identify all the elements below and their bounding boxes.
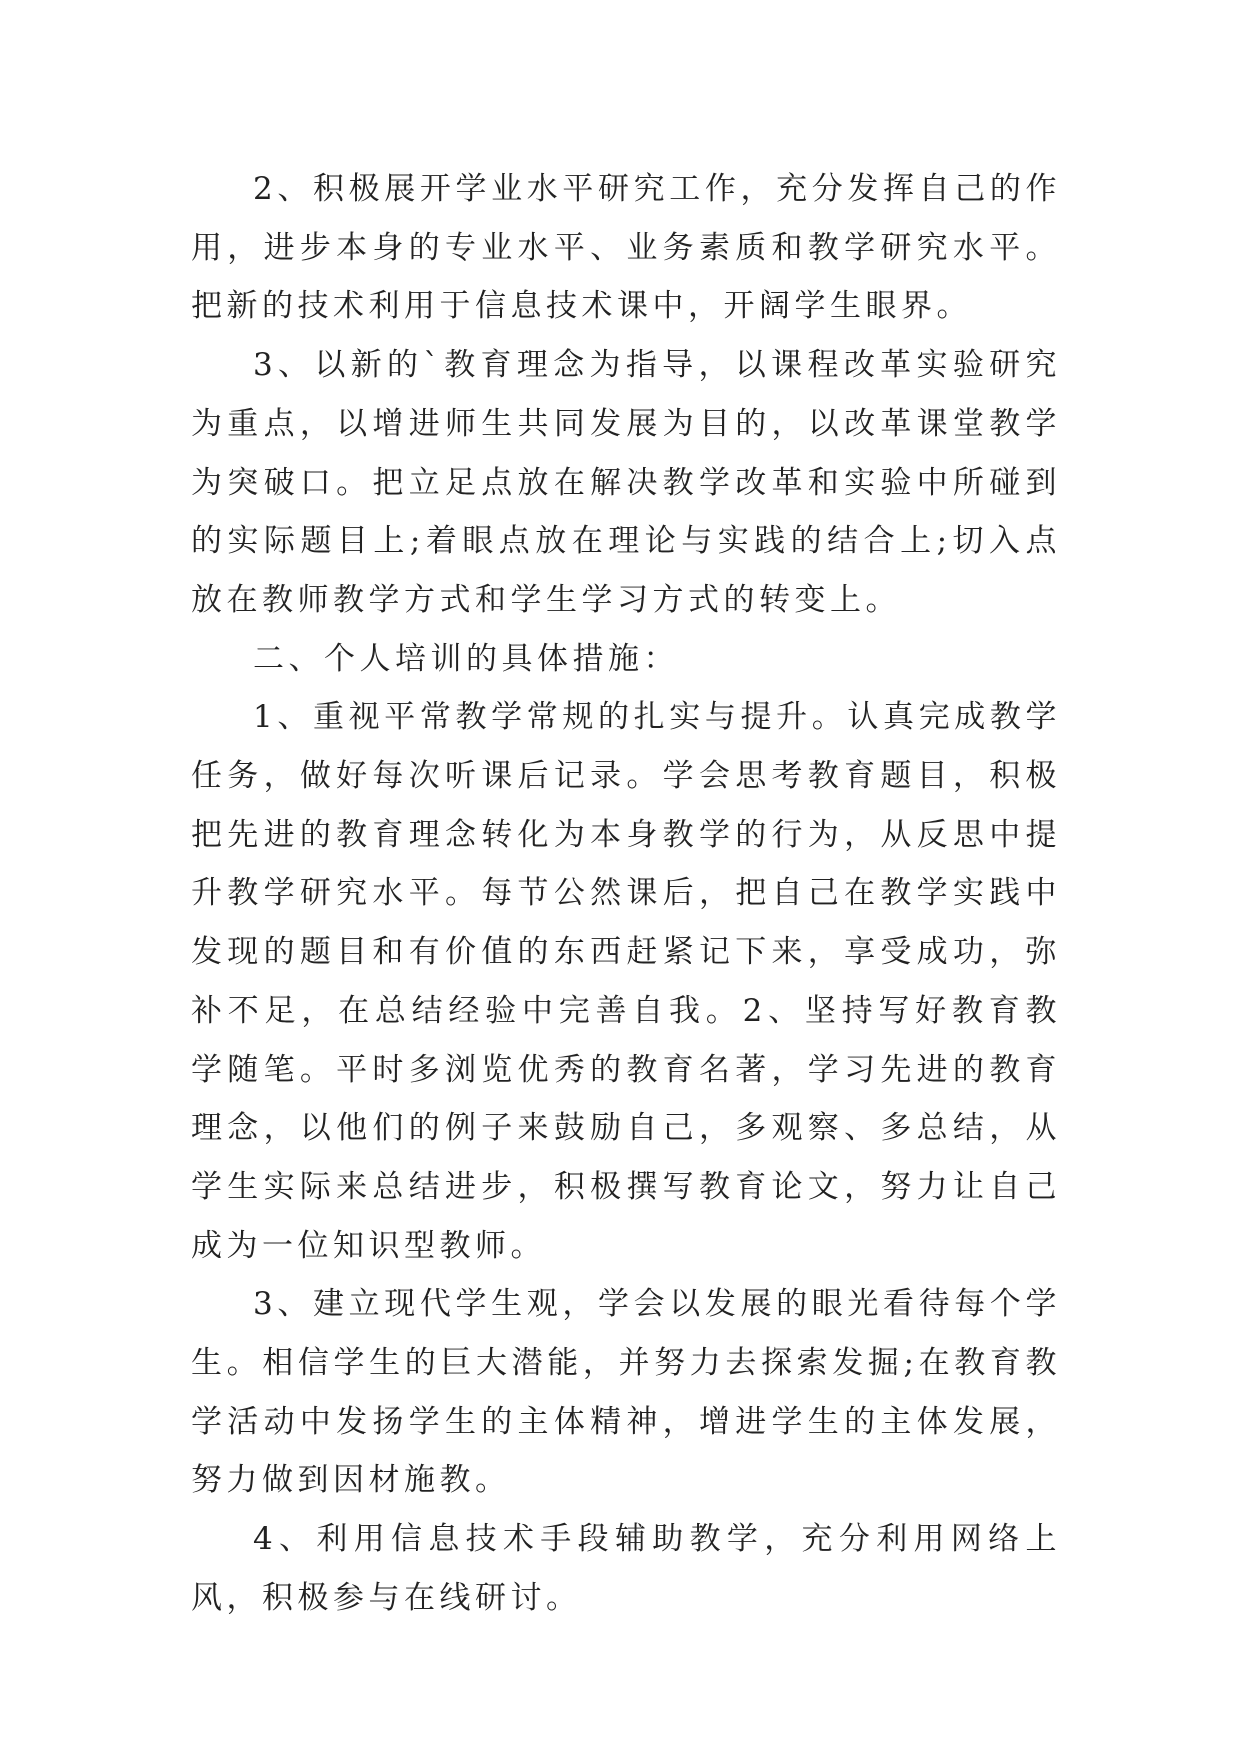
- paragraph-education-concept: 3、以新的`教育理念为指导，以课程改革实验研究为重点，以增进师生共同发展为目的，以改革课堂教学为突破口。把立足点放在解决教学改革和实验中所碰到的实际题目上;着眼点放在理论与实践的结合上;切入点放在教师教学方式和学生学习方式的转变上。: [191, 347, 1061, 618]
- paragraph-research-work: 2、积极展开学业水平研究工作，充分发挥自己的作用，进步本身的专业水平、业务素质和教学研究水平。把新的技术利用于信息技术课中，开阔学生眼界。: [191, 171, 1061, 325]
- section-heading-training-measures: 二、个人培训的具体措施：: [253, 640, 679, 677]
- document-body: [191, 160, 1061, 1628]
- paragraph-it-assisted-teaching: 4、利用信息技术手段辅助教学，充分利用网络上风，积极参与在线研讨。: [191, 1521, 1061, 1616]
- paragraph-student-view: 3、建立现代学生观，学会以发展的眼光看待每个学生。相信学生的巨大潜能，并努力去探索发掘;在教育教学活动中发扬学生的主体精神，增进学生的主体发展，努力做到因材施教。: [191, 1286, 1061, 1499]
- paragraph-teaching-routine: 1、重视平常教学常规的扎实与提升。认真完成教学任务，做好每次听课后记录。学会思考教育题目，积极把先进的教育理念转化为本身教学的行为，从反思中提升教学研究水平。每节公然课后，把自己在教学实践中发现的题目和有价值的东西赶紧记下来，享受成功，弥补不足，在总结经验中完善自我。2、坚持写好教育教学随笔。平时多浏览优秀的教育名著，学习先进的教育理念，以他们的例子来鼓励自己，多观察、多总结，从学生实际来总结进步，积极撰写教育论文，努力让自己成为一位知识型教师。: [191, 699, 1061, 1264]
